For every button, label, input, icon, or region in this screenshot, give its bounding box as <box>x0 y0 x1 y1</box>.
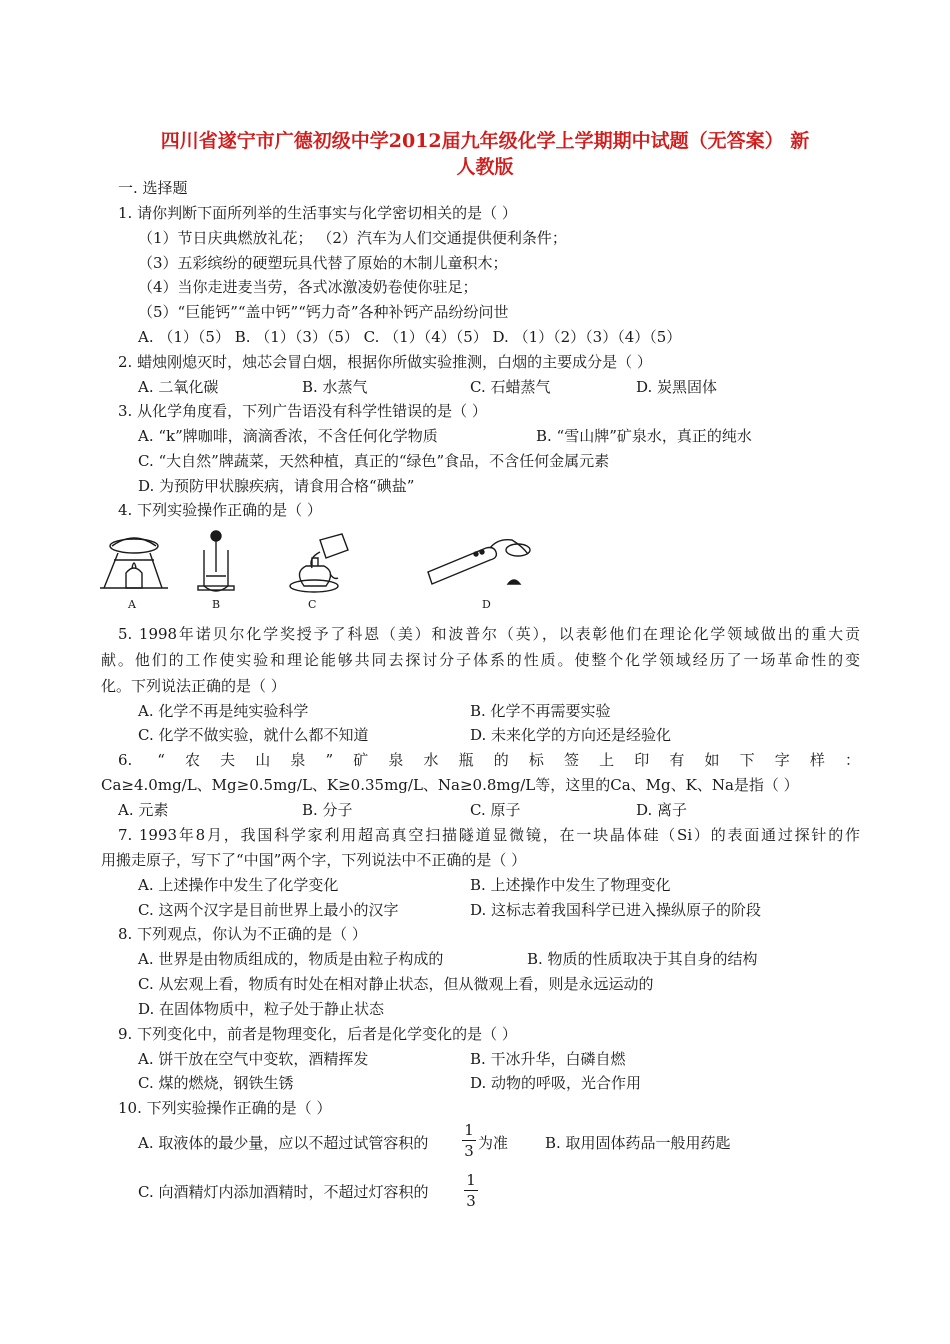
figure-label-c: C <box>308 598 317 611</box>
q5-text-line-3: 化。下列说法正确的是（ ） <box>101 677 286 695</box>
fraction-bar <box>464 1190 478 1191</box>
q7-option-c: C. 这两个汉字是目前世界上最小的汉字 <box>138 901 399 919</box>
q10-option-a-suffix: 为准 <box>478 1134 509 1152</box>
q1-stem: 1. 请你判断下面所列举的生活事实与化学密切相关的是（ ） <box>118 204 517 222</box>
title-line-1: 四川省遂宁市广德初级中学2012届九年级化学上学期期中试题（无答案） 新 <box>160 130 810 152</box>
q3-option-b: B. “雪山牌”矿泉水，真正的纯水 <box>536 427 752 445</box>
q6-text-line-1: 6. “农夫山泉”矿泉水瓶的标签上印有如下字样： <box>118 751 860 769</box>
q10-option-c-fraction <box>464 1172 478 1209</box>
q3-option-a: A. “k”牌咖啡，滴滴香浓，不含任何化学物质 <box>138 427 438 445</box>
figure-label-a: A <box>128 598 136 611</box>
q7-text-line-2: 用搬走原子，写下了“中国”两个字，下列说法中不正确的是（ ） <box>101 851 527 869</box>
figure-d-solid-into-test-tube <box>428 540 530 584</box>
q5-option-b: B. 化学不再需要实验 <box>470 702 611 720</box>
q8-option-b: B. 物质的性质取决于其自身的结构 <box>527 950 758 968</box>
q4-stem: 4. 下列实验操作正确的是（ ） <box>118 501 322 519</box>
q8-stem: 8. 下列观点，你认为不正确的是（ ） <box>118 925 367 943</box>
q7-text-line-1: 7. 1993年8月，我国科学家利用超高真空扫描隧道显微镜，在一块晶体硅（Si）的表面通过探针的作 <box>118 826 860 844</box>
q9-option-b: B. 干冰升华，白磷自燃 <box>470 1050 626 1068</box>
q9-option-d: D. 动物的呼吸，光合作用 <box>470 1074 642 1092</box>
q9-stem: 9. 下列变化中，前者是物理变化，后者是化学变化的是（ ） <box>118 1025 517 1043</box>
q2-option-d: D. 炭黑固体 <box>636 378 718 396</box>
figure-b-dropper-test-tube <box>198 531 234 591</box>
q5-text-line-1: 5. 1998年诺贝尔化学奖授予了科恩（美）和波普尔（英），以表彰他们在理论化学领域做出的重大贡 <box>118 625 860 643</box>
figure-a-tripod-heating <box>100 538 168 588</box>
q8-option-a: A. 世界是由物质组成的，物质是由粒子构成的 <box>138 950 444 968</box>
fraction-bar <box>462 1140 476 1141</box>
title-line-2: 人教版 <box>456 156 514 178</box>
q9-option-a: A. 饼干放在空气中变软，酒精挥发 <box>138 1050 369 1068</box>
q10-option-a-text: A. 取液体的最少量，应以不超过试管容积的 <box>138 1134 429 1152</box>
q7-option-d: D. 这标志着我国科学已进入操纵原子的阶段 <box>470 901 762 919</box>
q5-text-line-2: 献。他们的工作使实验和理论能够共同去探讨分子体系的性质。使整个化学领域经历了一场革命性的变 <box>101 651 860 669</box>
fraction-numerator: 1 <box>466 1171 476 1189</box>
q1-item: （3）五彩缤纷的硬塑玩具代替了原始的木制儿童积木； <box>138 254 508 272</box>
q7-option-a: A. 上述操作中发生了化学变化 <box>138 876 339 894</box>
q2-option-c: C. 石蜡蒸气 <box>470 378 551 396</box>
q7-option-b: B. 上述操作中发生了物理变化 <box>470 876 671 894</box>
q10-option-a-fraction <box>462 1122 476 1159</box>
section-heading: 一. 选择题 <box>118 179 188 197</box>
q2-option-a: A. 二氧化碳 <box>138 378 219 396</box>
figure-label-b: B <box>212 598 221 611</box>
q2-stem: 2. 蜡烛刚熄灭时，烛芯会冒白烟，根据你所做实验推测，白烟的主要成分是（ ） <box>118 353 652 371</box>
q6-option-b: B. 分子 <box>302 801 353 819</box>
q1-item: （4）当你走进麦当劳，各式冰激凌奶卷使你驻足； <box>138 278 478 296</box>
q3-option-d: D. 为预防甲状腺疾病，请食用合格“碘盐” <box>138 477 415 495</box>
q5-option-d: D. 未来化学的方向还是经验化 <box>470 726 672 744</box>
q6-option-c: C. 原子 <box>470 801 521 819</box>
q1-item: （1）节日庆典燃放礼花； （2）汽车为人们交通提供便利条件； <box>138 229 567 247</box>
q6-text-line-2: Ca≥4.0mg/L、Mg≥0.5mg/L、K≥0.35mg/L、Na≥0.8mg/L等，这里的Ca、Mg、K、Na是指（ ） <box>101 776 799 794</box>
q2-option-b: B. 水蒸气 <box>302 378 368 396</box>
fraction-denominator: 3 <box>464 1142 474 1160</box>
q10-stem: 10. 下列实验操作正确的是（ ） <box>118 1099 332 1117</box>
q8-option-d: D. 在固体物质中，粒子处于静止状态 <box>138 1000 385 1018</box>
fraction-denominator: 3 <box>466 1192 476 1210</box>
figure-label-d: D <box>482 598 491 611</box>
q5-option-c: C. 化学不做实验，就什么都不知道 <box>138 726 369 744</box>
q5-option-a: A. 化学不再是纯实验科学 <box>138 702 309 720</box>
q8-option-c: C. 从宏观上看，物质有时处在相对静止状态，但从微观上看，则是永远运动的 <box>138 975 654 993</box>
q6-option-d: D. 离子 <box>636 801 688 819</box>
q3-stem: 3. 从化学角度看，下列广告语没有科学性错误的是（ ） <box>118 402 487 420</box>
q1-options: A. （1）（5） B. （1）（3）（5） C. （1）（4）（5） D. （1）（2）（3）（4）（5） <box>138 328 682 346</box>
q4-apparatus-figure <box>98 528 558 616</box>
q10-option-b: B. 取用固体药品一般用药匙 <box>545 1134 731 1152</box>
q6-option-a: A. 元素 <box>118 801 169 819</box>
figure-c-pouring-alcohol-lamp <box>290 534 348 592</box>
q1-item: （5）“巨能钙”“盖中钙”“钙力奇”各种补钙产品纷纷问世 <box>138 303 509 321</box>
q9-option-c: C. 煤的燃烧，钢铁生锈 <box>138 1074 294 1092</box>
q3-option-c: C. “大自然”牌蔬菜，天然种植，真正的“绿色”食品，不含任何金属元素 <box>138 452 610 470</box>
fraction-numerator: 1 <box>464 1121 474 1139</box>
document-title <box>100 128 870 180</box>
q10-option-c-text: C. 向酒精灯内添加酒精时，不超过灯容积的 <box>138 1183 429 1201</box>
